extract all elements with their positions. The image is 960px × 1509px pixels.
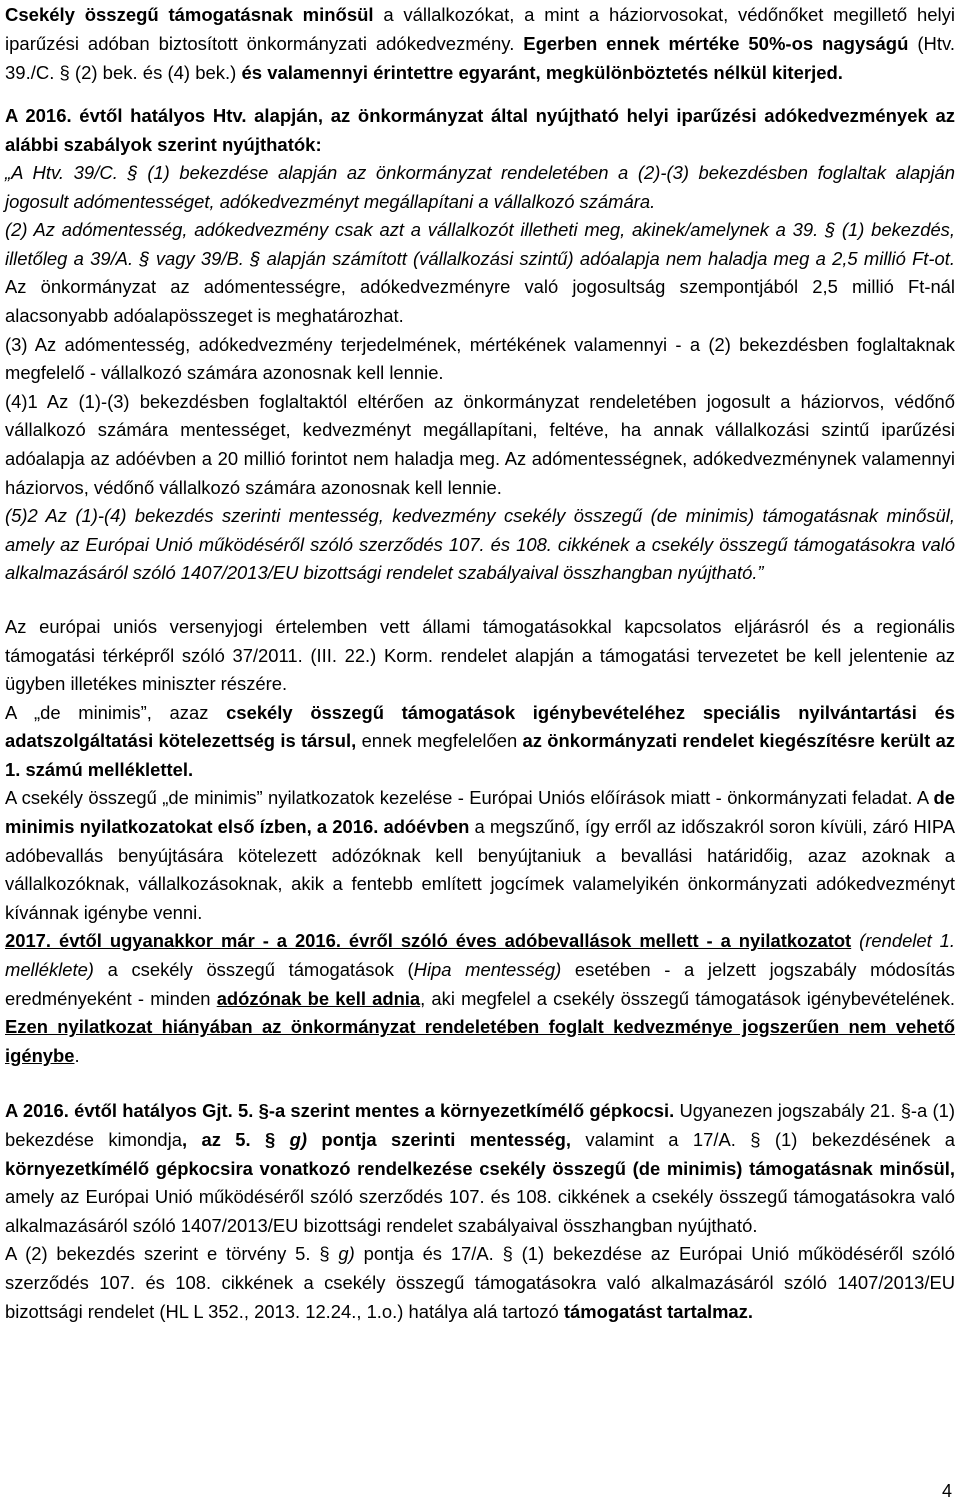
- text-span: § (1) bekezdése alapján az önkormányzat rendeletében a (2)-(3) bekezdésben foglaltak alapján jogosult adómentességet, adókedvezményt megállapítani a vállalkozó számára.: [5, 162, 955, 212]
- text-span: (3) Az adómentesség, adókedvezmény terjedelmének, mértékének valamennyi - a (2) bekezdésben foglaltaknak megfelelő - vállalkozó számára azonosnak kell lennie.: [5, 333, 955, 384]
- text-span: amely az Európai Unió működéséről szóló szerződés 107. és 108. cikkének a csekély összegű támogatásokra való alkalmazásáról szóló 1407/2013/EU bizottsági rendelet szabályaival összhangban nyújtható.: [5, 1186, 955, 1236]
- text-span: Egerben ennek mértéke 50%-os nagyságú: [523, 33, 909, 54]
- htv-quote-paragraph-1: [5, 159, 955, 216]
- text-span: (4)1 Az (1)-(3) bekezdésben foglaltaktól eltérően az önkormányzat rendeletében jogosult a háziorvos, védőnő vállalkozó számára mentességet, kedvezményt megállapítani, feltéve, ha annak vállalkozási szintű iparűzési adóalapja az adóévben a 20 millió forintot nem haladja meg.: [5, 390, 955, 469]
- text-span: az önkormányzati rendelet kiegészítésre került az 1. számú melléklettel.: [5, 730, 955, 780]
- text-span: Csekély összegű támogatásnak minősül: [5, 4, 374, 25]
- text-span: a csekély összegű támogatások (: [93, 959, 414, 981]
- text-span: 2017. évtől ugyanakkor már - a 2016. évről szóló éves adóbevallások mellett - a nyilatkozatot: [5, 930, 852, 952]
- text-span: (5)2 Az (1)-(4) bekezdés szerinti mentesség, kedvezmény csekély összegű (de minimis) támogatásnak minősül, amely az Európai Unió működéséről szóló szerződés 107. és 108. cikkének a csekély összegű támogatásokra való alkalmazásáról szóló 1407/2013/EU bizottsági rendelet szabályaival összhangban nyújtható.”: [5, 505, 955, 584]
- htv-quote-paragraph-4: [5, 388, 955, 502]
- htv-quote-paragraph-5: [5, 502, 955, 588]
- text-span: , aki megfelel a csekély összegű támogatások igénybevételének.: [420, 987, 955, 1009]
- text-span: , az 5. §: [181, 1129, 290, 1150]
- text-span: pontja szerinti mentesség,: [307, 1129, 571, 1150]
- document-page: [5, 0, 955, 1326]
- de-minimis-paragraph: [5, 699, 955, 785]
- text-span: a megszűnő, így erről az időszakról soron kívüli, záró HIPA adóbevallás benyújtására kötelezett adózóknak kell benyújtaniuk a bevallási határidőig, azaz azoknak a vállalkozóknak, vállalkozásoknak, akik a fentebb említett jogcímek valamelyikén önkormányzati adókedvezményt kívánnak igénybe venni.: [5, 816, 956, 923]
- htv-quote-paragraph-2: [5, 216, 955, 330]
- text-span: valamint a 17/A. § (1) bekezdésének a: [570, 1129, 955, 1150]
- eu-procedure-paragraph: [5, 613, 955, 699]
- text-span: Az adómentességnek, adókedvezménynek valamennyi háziorvos, védőnő vállalkozó számára azonosnak kell lennie.: [5, 447, 955, 498]
- text-span: csekély összegű támogatások igénybevételéhez speciális nyilvántartási és adatszolgáltatási kötelezettség is társul,: [5, 701, 956, 752]
- text-span: ennek megfelelően: [356, 730, 523, 752]
- gjt-second-paragraph: [5, 1240, 955, 1326]
- from-2017-paragraph: [5, 927, 955, 1070]
- text-span: esetében - a jelzett jogszabály módosítás eredményeként - minden: [5, 959, 955, 1009]
- text-span: Ugyanezen jogszabály 21. §-a (1) bekezdése kimondja: [5, 1100, 956, 1150]
- text-span: támogatást tartalmaz.: [563, 1300, 753, 1322]
- text-span: Az európai uniós versenyjogi értelemben vett állami támogatásokkal kapcsolatos eljárásról és a regionális támogatási térképről szóló 37/2011. (III. 22.) Korm. rendelet alapján a támogatási tervezetet be kell jelentenie az ügyben illetékes miniszter részére.: [5, 615, 955, 695]
- text-span: (Htv. 39./C. § (2) bek. és (4) bek.): [5, 33, 955, 83]
- text-span: de minimis nyilatkozatokat első ízben, a 2016. adóévben: [5, 787, 955, 838]
- declaration-handling-paragraph: [5, 784, 955, 927]
- htv-quote-paragraph-3: [5, 331, 955, 388]
- htv-heading-paragraph: [5, 101, 955, 159]
- text-span: g): [338, 1243, 355, 1265]
- text-span: (2) Az adómentesség, adókedvezmény csak azt a vállalkozót illetheti meg, akinek/amelynek a 39. § (1) bekezdés, illetőleg a 39/A. § vagy 39/B. § alapján számított (vállalkozási szintű) adóalapja nem haladja meg a 2,5 millió Ft-ot.: [5, 219, 955, 269]
- text-span: környezetkímélő gépkocsira vonatkozó rendelkezése csekély összegű (de minimis) támogatásnak minősül,: [5, 1157, 955, 1179]
- text-span: alapján, az önkormányzat által nyújtható helyi iparűzési adókedvezmények az alábbi szabályok szerint nyújthatók:: [5, 105, 955, 155]
- text-span: g): [289, 1129, 308, 1150]
- gjt-paragraph: [5, 1097, 955, 1240]
- text-span: .: [74, 1044, 80, 1066]
- text-span: A 2016. évtől hatályos Htv.: [5, 105, 255, 126]
- text-span: Az önkormányzat az adómentességre, adókedvezményre való jogosultság szempontjából 2,5 millió Ft-nál alacsonyabb adóalapösszeget is meghatározhat.: [5, 276, 955, 326]
- text-span: (rendelet 1. melléklete): [5, 930, 956, 981]
- text-span: A csekély összegű „de minimis” nyilatkozatok kezelése - Európai Uniós előírások miatt - önkormányzati feladat. A: [5, 787, 934, 809]
- text-span: pontja és 17/A. § (1) bekezdése az Európai Unió működéséről szóló szerződés 107. és 108. cikkének a csekély összegű támogatásokra való alkalmazásáról szóló 1407/2013/EU bizottsági rendelet (HL L 352., 2013. 12.24., 1.o.) hatálya alá tartozó: [5, 1243, 955, 1322]
- intro-paragraph: [5, 0, 955, 87]
- text-span: és valamennyi érintettre egyaránt, megkülönböztetés nélkül kiterjed.: [236, 62, 843, 83]
- text-span: A (2) bekezdés szerint e törvény 5. §: [5, 1243, 339, 1265]
- text-span: A „de minimis”, azaz: [5, 701, 227, 723]
- page-number: 4: [941, 1481, 952, 1501]
- text-span: „A Htv. 39/C.: [5, 162, 128, 183]
- text-span: a vállalkozókat, a mint a háziorvosokat, védőnőket megillető helyi iparűzési adóban biztosított önkormányzati adókedvezmény.: [5, 4, 955, 54]
- text-span: Ezen nyilatkozat hiányában az önkormányzat rendeletében foglalt kedvezménye jogszerűen nem vehető igénybe: [5, 1016, 955, 1066]
- text-span: Hipa mentesség): [413, 959, 562, 981]
- text-span: A 2016. évtől hatályos Gjt. 5. §-a szerint mentes a környezetkímélő gépkocsi.: [5, 1100, 675, 1122]
- text-span: adózónak be kell adnia: [216, 987, 421, 1009]
